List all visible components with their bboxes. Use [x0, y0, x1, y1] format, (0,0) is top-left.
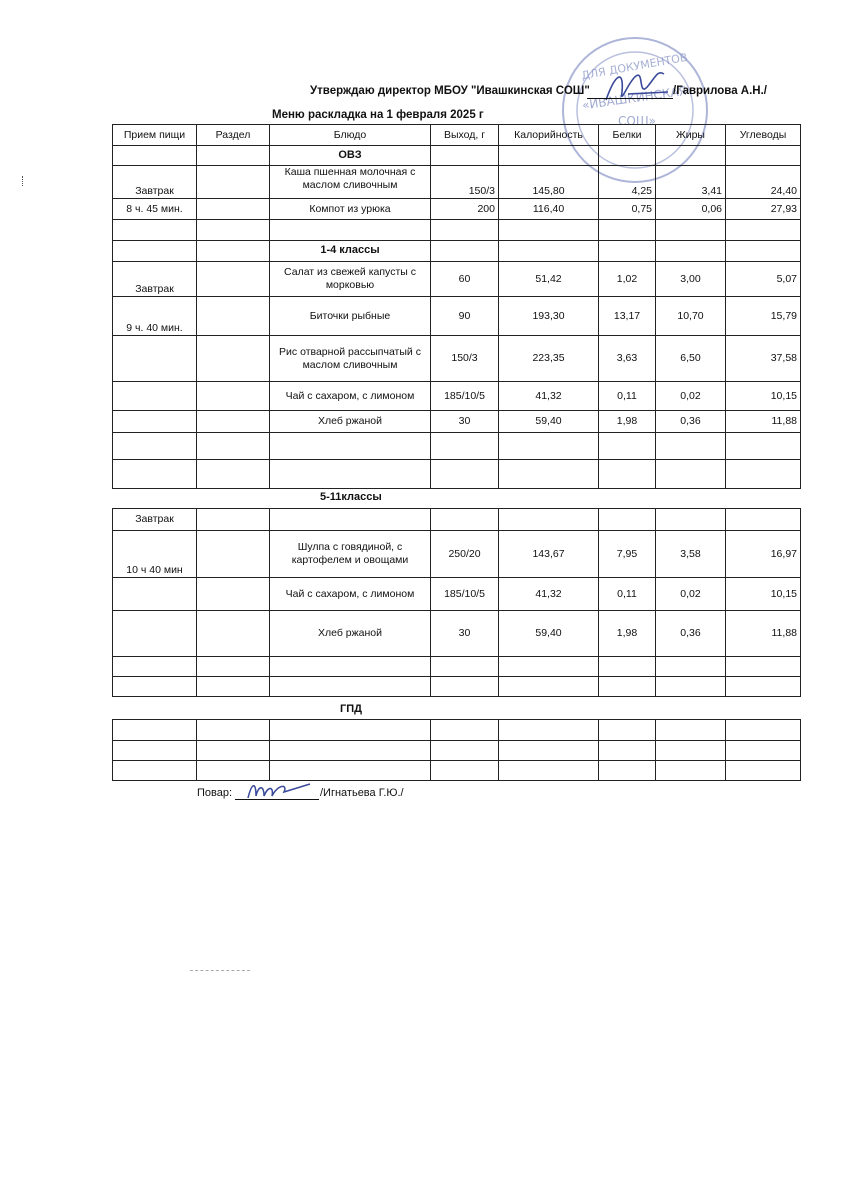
protein-cell: 1,98 — [599, 411, 656, 433]
table-row — [113, 262, 801, 297]
col-header: Блюдо — [270, 125, 431, 146]
dish-cell: Чай с сахаром, с лимоном — [270, 382, 431, 411]
section-label-1-4: 1-4 классы — [270, 241, 431, 262]
protein-cell: 1,02 — [599, 262, 656, 297]
dish-cell: Компот из урюка — [270, 199, 431, 220]
yield-cell: 250/20 — [431, 531, 499, 578]
empty-row — [113, 741, 801, 761]
col-header: Калорийность — [499, 125, 599, 146]
dish-cell: Хлеб ржаной — [270, 611, 431, 657]
empty-row — [113, 720, 801, 741]
table-row — [113, 297, 801, 336]
section-label-5-11: 5-11классы — [320, 491, 382, 503]
cook-name: /Игнатьева Г.Ю./ — [320, 787, 404, 799]
protein-cell: 4,25 — [599, 166, 656, 199]
menu-table-main — [112, 124, 801, 489]
fat-cell: 0,36 — [656, 411, 726, 433]
meal-cell: Завтрак — [113, 509, 197, 531]
yield-cell: 150/3 — [431, 166, 499, 199]
section-label-ovz: ОВЗ — [270, 146, 431, 166]
carbs-cell: 15,79 — [726, 297, 801, 336]
col-header: Прием пищи — [113, 125, 197, 146]
table-row — [113, 509, 801, 531]
col-header: Углеводы — [726, 125, 801, 146]
empty-row — [113, 433, 801, 460]
col-header: Жиры — [656, 125, 726, 146]
dish-cell: Хлеб ржаной — [270, 411, 431, 433]
cook-signature — [244, 778, 314, 804]
meal-time-cell: 10 ч 40 мин — [113, 531, 197, 578]
table-row — [113, 531, 801, 578]
kcal-cell: 193,30 — [499, 297, 599, 336]
svg-text:ДЛЯ ДОКУМЕНТОВ: ДЛЯ ДОКУМЕНТОВ — [580, 50, 689, 83]
empty-row — [113, 761, 801, 781]
carbs-cell: 10,15 — [726, 382, 801, 411]
yield-cell: 60 — [431, 262, 499, 297]
carbs-cell: 11,88 — [726, 411, 801, 433]
empty-row — [113, 657, 801, 677]
table-row — [113, 611, 801, 657]
meal-cell: 9 ч. 40 мин. — [113, 297, 197, 336]
dish-cell: Шулпа с говядиной, с картофелем и овощами — [270, 531, 431, 578]
carbs-cell: 27,93 — [726, 199, 801, 220]
page-title: Меню раскладка на 1 февраля 2025 г — [272, 109, 484, 121]
scan-mark — [22, 176, 25, 186]
meal-cell: Завтрак — [113, 166, 197, 199]
protein-cell: 0,11 — [599, 382, 656, 411]
kcal-cell: 59,40 — [499, 611, 599, 657]
section-label-gpd: ГПД — [340, 703, 362, 715]
director-signature — [598, 62, 678, 112]
section-row-ovz — [113, 146, 801, 166]
fat-cell: 3,00 — [656, 262, 726, 297]
empty-row — [113, 460, 801, 489]
svg-text:СОШ»: СОШ» — [618, 114, 656, 128]
cook-label: Повар: — [197, 787, 233, 799]
meal-cell: Завтрак — [113, 262, 197, 297]
dish-cell: Рис отварной рассыпчатый с маслом сливочным — [270, 336, 431, 382]
protein-cell: 0,11 — [599, 578, 656, 611]
yield-cell: 185/10/5 — [431, 578, 499, 611]
kcal-cell: 41,32 — [499, 578, 599, 611]
yield-cell: 150/3 — [431, 336, 499, 382]
yield-cell: 200 — [431, 199, 499, 220]
protein-cell: 1,98 — [599, 611, 656, 657]
carbs-cell: 11,88 — [726, 611, 801, 657]
kcal-cell: 59,40 — [499, 411, 599, 433]
empty-row — [113, 677, 801, 697]
kcal-cell: 143,67 — [499, 531, 599, 578]
col-header: Выход, г — [431, 125, 499, 146]
table-header-row — [113, 125, 801, 146]
menu-table-gpd — [112, 719, 801, 781]
dish-cell: Салат из свежей капусты с морковью — [270, 262, 431, 297]
fat-cell: 0,36 — [656, 611, 726, 657]
kcal-cell: 41,32 — [499, 382, 599, 411]
empty-row — [113, 220, 801, 241]
col-header: Белки — [599, 125, 656, 146]
director-signature-line — [587, 98, 673, 99]
dish-cell: Каша пшенная молочная с маслом сливочным — [270, 166, 431, 199]
fat-cell: 0,06 — [656, 199, 726, 220]
kcal-cell: 51,42 — [499, 262, 599, 297]
protein-cell: 3,63 — [599, 336, 656, 382]
fat-cell: 3,58 — [656, 531, 726, 578]
menu-table-5-11 — [112, 508, 801, 697]
director-name: /Гаврилова А.Н./ — [673, 85, 768, 97]
fat-cell: 6,50 — [656, 336, 726, 382]
carbs-cell: 5,07 — [726, 262, 801, 297]
svg-text:«ИВАШКИНСКАЯ: «ИВАШКИНСКАЯ — [581, 83, 688, 113]
table-row — [113, 578, 801, 611]
fat-cell: 0,02 — [656, 382, 726, 411]
carbs-cell: 16,97 — [726, 531, 801, 578]
fat-cell: 0,02 — [656, 578, 726, 611]
kcal-cell: 116,40 — [499, 199, 599, 220]
table-row — [113, 199, 801, 220]
table-row — [113, 411, 801, 433]
fat-cell: 10,70 — [656, 297, 726, 336]
dish-cell: Чай с сахаром, с лимоном — [270, 578, 431, 611]
protein-cell: 13,17 — [599, 297, 656, 336]
carbs-cell: 24,40 — [726, 166, 801, 199]
protein-cell: 0,75 — [599, 199, 656, 220]
fat-cell: 3,41 — [656, 166, 726, 199]
carbs-cell: 10,15 — [726, 578, 801, 611]
table-row — [113, 382, 801, 411]
col-header: Раздел — [197, 125, 270, 146]
meal-cell: 8 ч. 45 мин. — [113, 199, 197, 220]
scan-mark — [190, 970, 250, 971]
yield-cell: 90 — [431, 297, 499, 336]
kcal-cell: 145,80 — [499, 166, 599, 199]
protein-cell: 7,95 — [599, 531, 656, 578]
dish-cell: Биточки рыбные — [270, 297, 431, 336]
yield-cell: 30 — [431, 411, 499, 433]
kcal-cell: 223,35 — [499, 336, 599, 382]
yield-cell: 30 — [431, 611, 499, 657]
table-row — [113, 336, 801, 382]
yield-cell: 185/10/5 — [431, 382, 499, 411]
table-row — [113, 166, 801, 199]
carbs-cell: 37,58 — [726, 336, 801, 382]
section-row-1-4 — [113, 241, 801, 262]
approval-line: Утверждаю директор МБОУ "Ивашкинская СОШ" — [310, 85, 590, 97]
